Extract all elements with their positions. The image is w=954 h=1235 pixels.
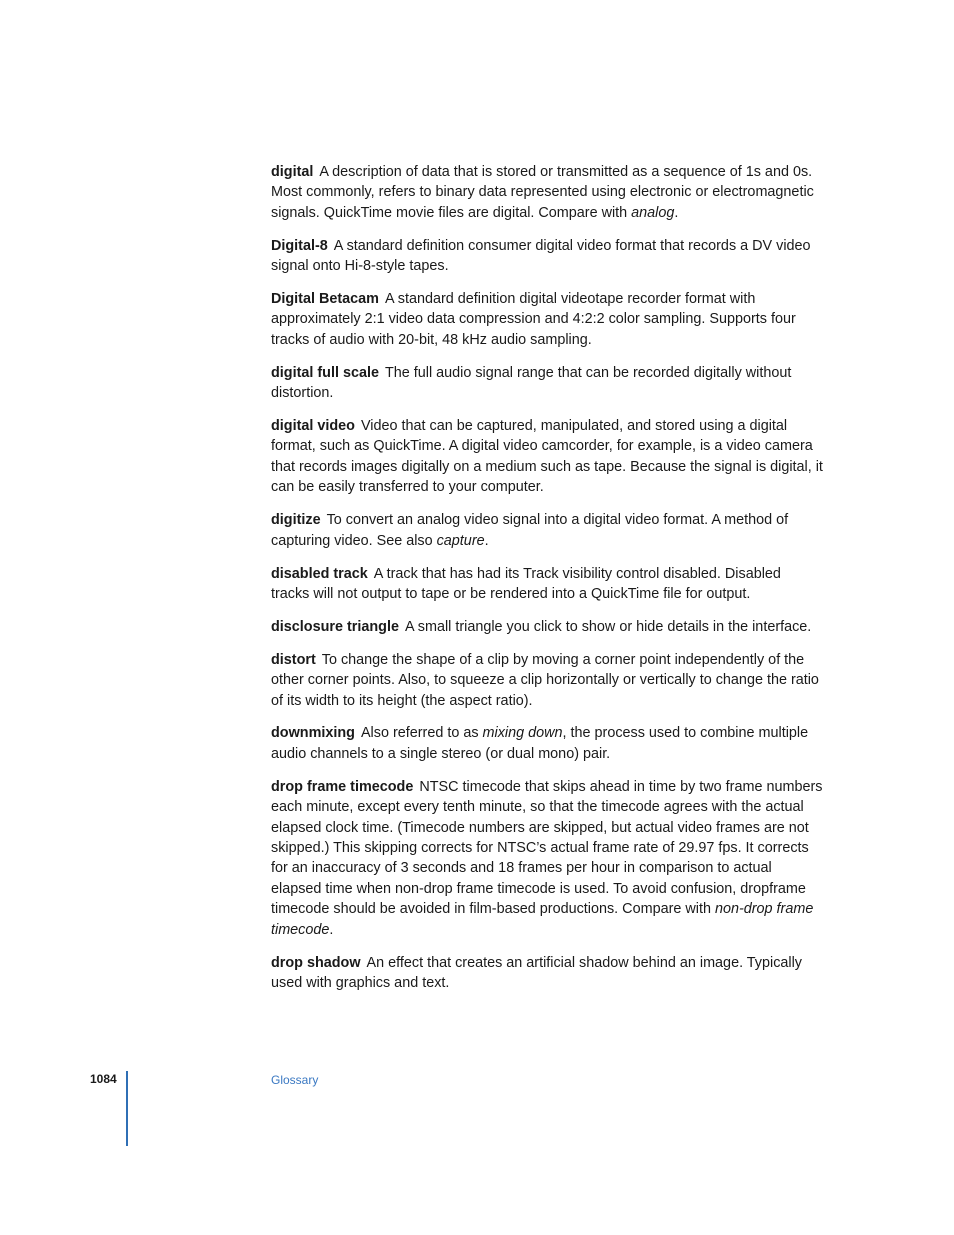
glossary-term: drop shadow xyxy=(271,954,361,971)
glossary-entries xyxy=(271,162,823,1006)
glossary-entry xyxy=(271,723,823,764)
section-title: Glossary xyxy=(271,1073,319,1087)
definition-text: A standard definition consumer digital video format that records a DV video signal onto Hi-8-style tapes. xyxy=(271,237,811,275)
glossary-term: disabled track xyxy=(271,565,368,582)
glossary-entry xyxy=(271,289,823,350)
glossary-term: distort xyxy=(271,651,316,668)
cross-reference: analog xyxy=(631,204,675,221)
glossary-entry xyxy=(271,953,823,994)
cross-reference: mixing down xyxy=(482,725,563,742)
glossary-term: Digital Betacam xyxy=(271,291,379,308)
definition-text: A standard definition digital videotape recorder format with approximately 2:1 video data compression and 4:2:2 color sampling. Supports four tracks of audio with 20-bit, 48 kHz audio sampling. xyxy=(271,291,796,348)
cross-reference: non-drop frame timecode xyxy=(271,901,814,938)
definition-text: Video that can be captured, manipulated, and stored using a digital format, such as QuickTime. A digital video camcorder, for example, is a video camera that records images digitally on a medium such as tape. Because the signal is digital, it can be easily transferred to your computer. xyxy=(271,418,823,496)
definition-text: . xyxy=(484,532,489,549)
definition-text: , the process used to combine multiple audio channels to a single stereo (or dual mono) pair. xyxy=(271,725,809,762)
glossary-entry xyxy=(271,363,823,404)
glossary-entry xyxy=(271,564,823,605)
definition-text: Also referred to as xyxy=(360,725,483,742)
glossary-term: drop frame timecode xyxy=(271,778,414,795)
cross-reference: capture xyxy=(436,532,485,549)
definition-text: To change the shape of a clip by moving a corner point independently of the other corner points. Also, to squeeze a clip horizontally or vertically to change the ratio of its width to its height (the aspect ratio). xyxy=(271,651,819,709)
definition-text: . xyxy=(329,921,334,938)
glossary-entry xyxy=(271,162,823,223)
glossary-term: disclosure triangle xyxy=(271,618,399,635)
glossary-entry xyxy=(271,416,823,498)
glossary-term: Digital-8 xyxy=(271,237,328,254)
glossary-entry xyxy=(271,510,823,551)
glossary-entry xyxy=(271,777,823,940)
glossary-term: digital video xyxy=(271,418,355,435)
glossary-entry xyxy=(271,617,823,637)
definition-text: . xyxy=(674,204,679,221)
glossary-term: digital xyxy=(271,164,314,180)
glossary-term: digitize xyxy=(271,512,321,529)
footer-divider xyxy=(126,1071,128,1146)
glossary-entry xyxy=(271,650,823,711)
definition-text: NTSC timecode that skips ahead in time by two frame numbers each minute, except every tenth minute, so that the timecode agrees with the actual elapsed clock time. (Timecode numbers are skipped, but actual video frames are not skipped.) This skipping corrects for NTSC’s actual frame rate of 29.97 fps. It corrects for an inaccuracy of 3 seconds and 18 frames per hour in comparison to actual elapsed time when non-drop frame timecode is used. To avoid confusion, dropframe timecode should be avoided in film-based productions. Compare with xyxy=(271,778,823,918)
definition-text: A description of data that is stored or transmitted as a sequence of 1s and 0s. Most commonly, refers to binary data represented using electronic or electromagnetic signals. QuickTime movie files are digital. Compare with xyxy=(271,164,814,221)
definition-text: A track that has had its Track visibility control disabled. Disabled tracks will not output to tape or be rendered into a QuickTime file for output. xyxy=(271,565,781,602)
definition-text: A small triangle you click to show or hide details in the interface. xyxy=(404,618,812,635)
definition-text: An effect that creates an artificial shadow behind an image. Typically used with graphics and text. xyxy=(271,954,802,991)
definition-text: To convert an analog video signal into a digital video format. A method of capturing video. See also xyxy=(271,512,789,549)
glossary-term: downmixing xyxy=(271,725,355,742)
definition-text: The full audio signal range that can be recorded digitally without distortion. xyxy=(271,364,792,402)
glossary-entry xyxy=(271,236,823,277)
page-number: 1084 xyxy=(90,1072,117,1086)
glossary-term: digital full scale xyxy=(271,364,379,381)
